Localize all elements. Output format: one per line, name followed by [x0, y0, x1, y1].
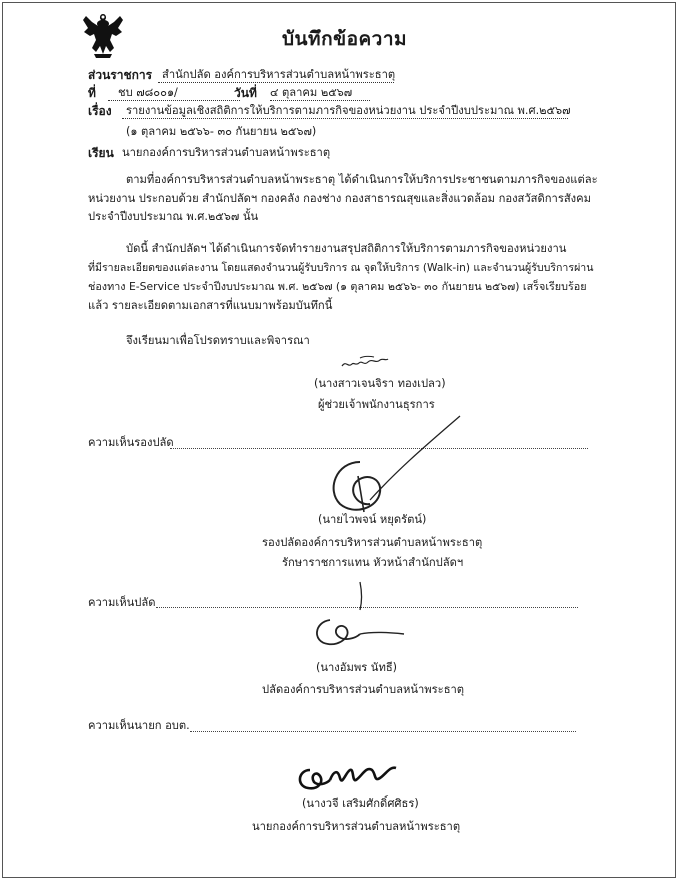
subject-label: เรื่อง: [88, 104, 112, 118]
to-value: นายกองค์การบริหารส่วนตำบลหน้าพระธาตุ: [122, 146, 331, 159]
clerk-name: (นางอัมพร นัทธี): [316, 661, 398, 674]
signature-mayor-icon: [292, 756, 412, 796]
mayor-name: (นางวจี เสริมศักดิ์ศศิธร): [302, 797, 419, 810]
mayor-opinion-label: ความเห็นนายก อบต.: [88, 719, 190, 732]
para1-line3: ประจำปีงบประมาณ พ.ศ.๒๕๖๗ นั้น: [88, 210, 259, 223]
to-label: เรียน: [88, 146, 114, 160]
ref-label: ที่: [88, 86, 96, 100]
mayor-position: นายกองค์การบริหารส่วนตำบลหน้าพระธาตุ: [252, 820, 461, 833]
para2-line1: บัดนี้ สำนักปลัดฯ ได้ดำเนินการจัดทำรายงานสรุปสถิติการให้บริการตามภารกิจของหน่วยงาน: [126, 242, 567, 255]
deputy-position2: รักษาราชการแทน หัวหน้าสำนักปลัดฯ: [282, 556, 464, 569]
date-value: ๔ ตุลาคม ๒๕๖๗: [270, 86, 370, 101]
signer1-name: (นางสาวเจนจิรา ทองเปลว): [314, 377, 446, 390]
clerk-position: ปลัดองค์การบริหารส่วนตำบลหน้าพระธาตุ: [262, 683, 465, 696]
subject-range: (๑ ตุลาคม ๒๕๖๖- ๓๐ กันยายน ๒๕๖๗): [126, 125, 317, 138]
ref-value: ชบ ๗๘๐๐๑/: [108, 86, 240, 101]
garuda-emblem-icon: [80, 10, 126, 60]
deputy-position1: รองปลัดองค์การบริหารส่วนตำบลหน้าพระธาตุ: [262, 536, 483, 549]
clerk-opinion-label: ความเห็นปลัด: [88, 596, 156, 609]
date-label: วันที่: [234, 86, 257, 100]
page-title: บันทึกข้อความ: [282, 28, 408, 50]
subject-value: รายงานข้อมูลเชิงสถิติการให้บริการตามภารกิจของหน่วยงาน ประจำปีงบประมาณ พ.ศ.๒๕๖๗: [122, 104, 568, 119]
para2-line3: ช่องทาง E-Service ประจำปีงบประมาณ พ.ศ. ๒๕๖๗ (๑ ตุลาคม ๒๕๖๖- ๓๐ กันยายน ๒๕๖๗) เสร็จเรียบร้อย: [88, 280, 587, 293]
deputy-opinion-label: ความเห็นรองปลัด: [88, 436, 174, 449]
signature-deputy-icon: [300, 412, 470, 522]
mayor-opinion-line: [190, 731, 576, 732]
signature-clerk-icon: [300, 580, 410, 650]
para2-line2: ที่มีรายละเอียดของแต่ละงาน โดยแสดงจำนวนผู้รับบริการ ณ จุดให้บริการ (Walk-in) และจำนวนผู้รับบริการผ่าน: [88, 262, 594, 274]
signature-1-icon: [340, 352, 390, 372]
deputy-name: (นายไวพจน์ หยุดรัตน์): [318, 513, 427, 526]
para2-line4: แล้ว รายละเอียดตามเอกสารที่แนบมาพร้อมบันทึกนี้: [88, 299, 333, 312]
dept-value: สำนักปลัด องค์การบริหารส่วนตำบลหน้าพระธาตุ: [158, 68, 394, 83]
para1-line2: หน่วยงาน ประกอบด้วย สำนักปลัดฯ กองคลัง กองช่าง กองสาธารณสุขและสิ่งแวดล้อม กองสวัสดิการสังคม: [88, 192, 591, 205]
para1-line1: ตามที่องค์การบริหารส่วนตำบลหน้าพระธาตุ ได้ดำเนินการให้บริการประชาชนตามภารกิจของแต่ละ: [126, 173, 598, 186]
dept-label: ส่วนราชการ: [88, 68, 153, 82]
signer1-position: ผู้ช่วยเจ้าพนักงานธุรการ: [318, 398, 435, 411]
closing-text: จึงเรียนมาเพื่อโปรดทราบและพิจารณา: [126, 334, 310, 347]
